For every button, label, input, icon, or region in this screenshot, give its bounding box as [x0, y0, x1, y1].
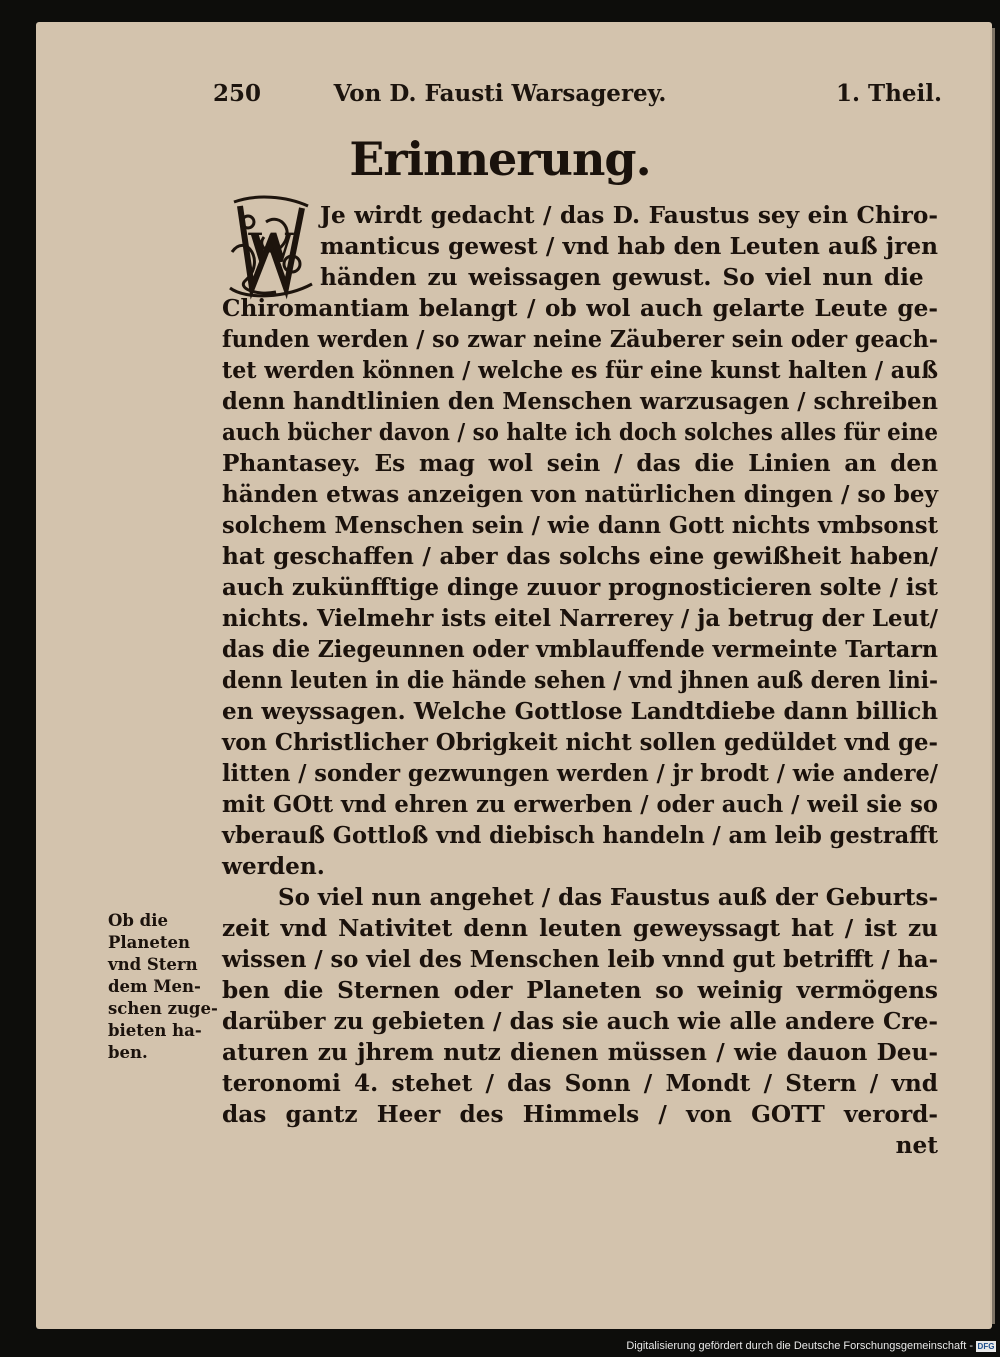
margin-note-line: ben. [108, 1043, 148, 1062]
text-line: wissen / so viel des Menschen leib vnnd gut betrifft / ha- [222, 946, 938, 973]
text-line: Phantasey. Es mag wol sein / das die Linien an den [222, 450, 938, 477]
text-line: darüber zu gebieten / das sie auch wie alle andere Cre- [222, 1008, 938, 1035]
text-line: Je wirdt gedacht / das D. Faustus sey ein Chiro- [320, 202, 938, 229]
text-line: händen zu weissagen gewust. So viel nun die [320, 264, 924, 291]
text-line: werden. [222, 853, 325, 880]
text-line: litten / sonder gezwungen werden / jr brodt / wie andere/ [222, 760, 938, 787]
initial-letter: W [248, 225, 294, 272]
text-line: auch bücher davon / so halte ich doch solches alles für eine [222, 419, 938, 446]
text-line: auch zukünfftige dinge zuuor prognosticieren solte / ist [222, 574, 938, 601]
text-line: aturen zu jhrem nutz dienen müssen / wie dauon Deu- [222, 1039, 938, 1066]
catchword: net [895, 1132, 938, 1159]
dfg-logo-icon: DFG [977, 1341, 995, 1351]
text-line: So viel nun angehet / das Faustus auß der Geburts- [278, 884, 938, 911]
margin-note-line: Ob die [108, 911, 168, 930]
section-heading: Erinnerung. [349, 132, 651, 186]
margin-note-line: dem Men- [108, 977, 201, 996]
text-line: denn handtlinien den Menschen warzusagen / schreiben [222, 388, 938, 415]
text-line: solchem Menschen sein / wie dann Gott nichts vmbsonst [222, 512, 938, 539]
running-title: Von D. Fausti Warsagerey. [333, 80, 667, 107]
text-line: händen etwas anzeigen von natürlichen dingen / so bey [222, 481, 938, 508]
text-line: teronomi 4. stehet / das Sonn / Mondt / Stern / vnd [222, 1070, 938, 1097]
text-line: en weyssagen. Welche Gottlose Landtdiebe dann billich [222, 698, 938, 725]
text-line: tet werden können / welche es für eine kunst halten / auß [222, 357, 938, 384]
margin-note-line: schen zuge- [108, 999, 218, 1018]
text-line: zeit vnd Nativitet denn leuten geweyssagt hat / ist zu [222, 915, 938, 942]
text-line: das gantz Heer des Himmels / von GOTT verord- [222, 1101, 938, 1128]
body-text [222, 200, 938, 1161]
text-line: das die Ziegeunnen oder vmblauffende vermeinte Tartarn [222, 636, 938, 663]
text-line: mit GOtt vnd ehren zu erwerben / oder auch / weil sie so [222, 791, 938, 818]
margin-note [108, 910, 218, 1064]
margin-note-line: Planeten [108, 933, 190, 952]
part-label: 1. Theil. [836, 80, 942, 107]
text-line: funden werden / so zwar neine Zäuberer sein oder geach- [222, 326, 938, 353]
page-number: 250 [213, 80, 262, 107]
text-line: vberauß Gottloß vnd diebisch handeln / am leib gestrafft [222, 822, 938, 849]
margin-note-line: vnd Stern [108, 955, 198, 974]
text-line: manticus gewest / vnd hab den Leuten auß jren [320, 233, 938, 260]
margin-note-line: bieten ha- [108, 1021, 202, 1040]
text-line: Chiromantiam belangt / ob wol auch gelarte Leute ge- [222, 295, 938, 322]
text-line: denn leuten in die hände sehen / vnd jhnen auß deren lini- [222, 667, 938, 694]
running-head [0, 80, 1000, 120]
text-line: hat geschaffen / aber das solchs eine gewißheit haben/ [222, 543, 938, 570]
text-line: ben die Sternen oder Planeten so weinig vermögens [222, 977, 938, 1004]
footer-text: Digitalisierung gefördert durch die Deutsche Forschungsgemeinschaft - [626, 1340, 973, 1352]
page-edge [990, 28, 995, 1324]
text-line: nichts. Vielmehr ists eitel Narrerey / ja betrug der Leut/ [222, 605, 938, 632]
text-line: von Christlicher Obrigkeit nicht sollen gedüldet vnd ge- [222, 729, 938, 756]
digitization-footer [600, 1337, 996, 1355]
